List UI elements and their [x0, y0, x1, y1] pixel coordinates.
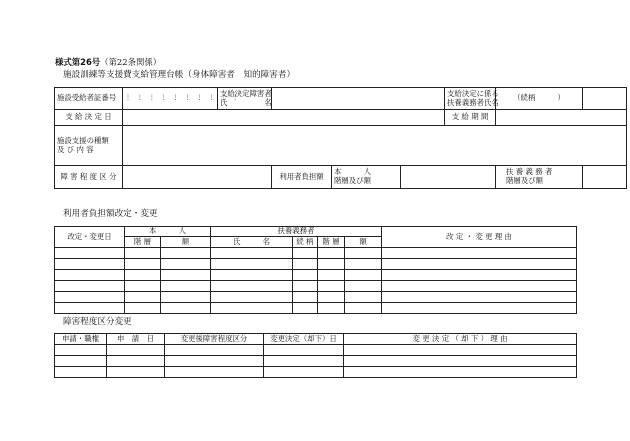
guardian-burden-field[interactable]: [583, 166, 627, 189]
col-self-amount: 額: [161, 237, 211, 248]
relationship-label: （続柄 ）: [513, 93, 565, 103]
approved-person-name-field[interactable]: [272, 88, 445, 110]
self-burden-label: [332, 166, 401, 189]
level-change-table: [54, 333, 577, 378]
col-guardian-name: 氏 名: [211, 237, 293, 248]
col-application-date: 申 請 日: [107, 334, 165, 345]
burden-change-title: 利用者負担額改定・変更: [63, 209, 158, 219]
col-decision-date: 変更決定（却下）日: [264, 334, 344, 345]
service-type-label-1: 施設支援の種類: [57, 135, 109, 145]
self-sub-label: 階層及び額: [334, 176, 371, 185]
disability-level-label: 障 害 程 度 区 分: [55, 166, 123, 189]
period-label: 支 給 期 間: [445, 110, 496, 126]
col-guardian-relation: 続 柄: [293, 237, 318, 248]
disability-level-field[interactable]: [123, 166, 272, 189]
col-guardian-amount: 額: [345, 237, 382, 248]
table-row[interactable]: [55, 259, 577, 270]
page-title: 施設訓練等支援費支給管理台帳（身体障害者 知的障害者）: [63, 70, 296, 80]
guardian-label-1: 支給決定に係る: [447, 88, 499, 98]
guardian-label-2: 扶養義務者氏名: [447, 97, 499, 107]
approved-person-label: [218, 88, 272, 110]
col-guardian-level: 階 層: [318, 237, 345, 248]
burden-change-table: [54, 226, 577, 314]
period-field[interactable]: [496, 110, 627, 126]
col-decision-reason: 変 更 決 定 （ 却 下 ） 理 由: [344, 334, 577, 345]
col-change-reason: 改 定 ・ 変 更 理 由: [382, 227, 577, 248]
guardian-extra-field[interactable]: [583, 88, 627, 110]
table-row[interactable]: [55, 270, 577, 281]
service-type-label-2: 及 び 内 容: [57, 144, 94, 154]
approved-person-label-2: 氏 名: [220, 97, 272, 107]
ledger-table: [54, 87, 627, 189]
recipient-id-label: 施設受給者証番号: [55, 88, 123, 110]
guardian-label: [445, 88, 499, 110]
guardian-burden-label: [496, 166, 583, 189]
self-burden-field[interactable]: [401, 166, 496, 189]
guardian-name-field[interactable]: [496, 88, 583, 110]
col-guardian: 扶養義務者: [211, 227, 382, 237]
table-row[interactable]: [55, 345, 577, 356]
service-type-label: [55, 126, 123, 166]
guardian-burden-label-2: 階層及び額: [506, 176, 543, 185]
table-row[interactable]: [55, 356, 577, 367]
col-new-level: 変更後障害程度区分: [165, 334, 264, 345]
table-row[interactable]: [55, 292, 577, 303]
user-burden-label: 利用者負担額: [272, 166, 332, 189]
table-row[interactable]: [55, 248, 577, 259]
guardian-burden-label-1: 扶 養 義 務 者: [506, 167, 553, 177]
col-self: 本 人: [125, 227, 211, 237]
recipient-id-field[interactable]: ⋮ ⋮ ⋮ ⋮ ⋮ ⋮ ⋮ ⋮ ⋮ ⋮: [123, 88, 218, 110]
form-reference: （第22条関係）: [100, 57, 162, 67]
table-row[interactable]: [55, 367, 577, 378]
level-change-title: 障害程度区分変更: [63, 317, 132, 327]
col-application: 申請・職権: [55, 334, 107, 345]
form-number: 様式第26号（第22条関係）: [55, 57, 162, 67]
self-label: 本 人: [334, 167, 371, 177]
service-type-field[interactable]: [123, 126, 627, 166]
col-change-date: 改定・変更日: [55, 227, 125, 248]
table-row[interactable]: [55, 281, 577, 292]
table-row[interactable]: [55, 303, 577, 314]
decision-date-field[interactable]: [123, 110, 445, 126]
col-self-level: 階 層: [125, 237, 161, 248]
decision-date-label: 支 給 決 定 日: [55, 110, 123, 126]
approved-person-label-1: 支給決定障害者: [220, 88, 272, 98]
